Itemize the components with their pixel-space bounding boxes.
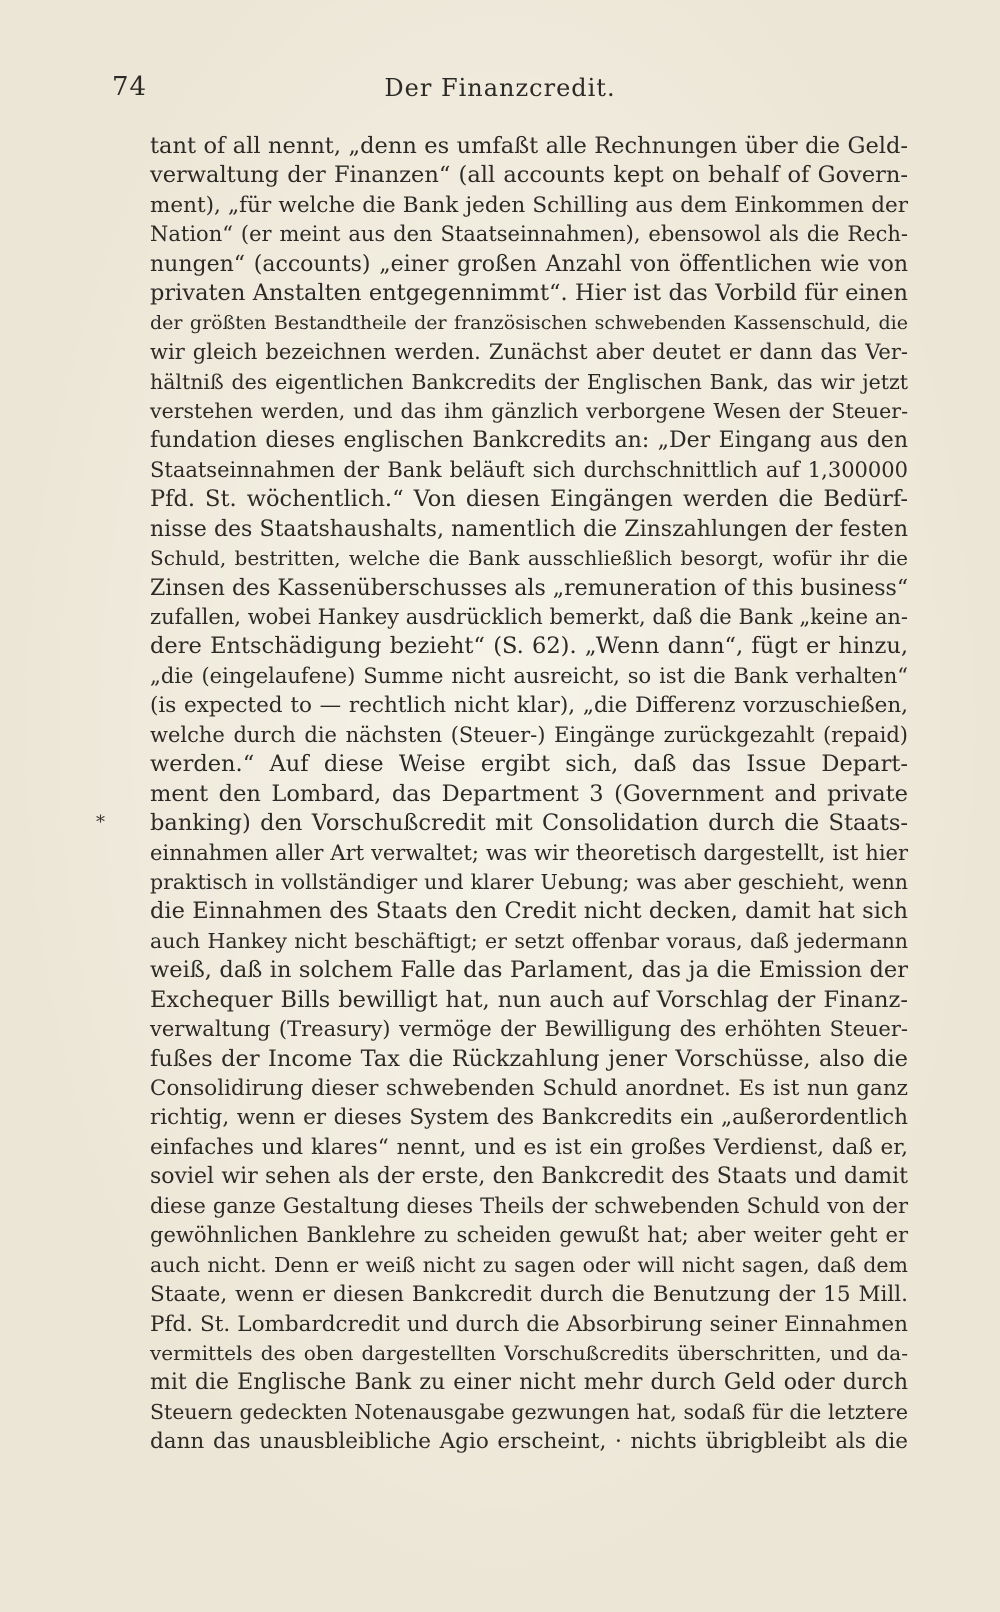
page-number: 74 <box>112 72 148 102</box>
text-line: dann das unausbleibliche Agio erscheint, · nichts übrigbleibt als die <box>150 1429 908 1455</box>
text-line: einnahmen aller Art verwaltet; was wir theoretisch dargestellt, ist hier <box>150 840 908 865</box>
text-line: hältniß des eigentlichen Bankcredits der Englischen Bank, das wir jetzt <box>150 369 908 394</box>
text-line: tant of all nennt, „denn es umfaßt alle Rechnungen über die Geld- <box>150 133 908 159</box>
text-line: nisse des Staatshaushalts, namentlich die Zinszahlungen der festen <box>150 516 908 542</box>
body-text <box>150 132 908 1457</box>
text-line: mit die Englische Bank zu einer nicht mehr durch Geld oder durch <box>150 1370 908 1396</box>
text-line: einfaches und klares“ nennt, und es ist ein großes Verdienst, daß er, <box>150 1134 908 1160</box>
text-line: gewöhnlichen Banklehre zu scheiden gewußt hat; aber weiter geht er <box>150 1223 908 1248</box>
text-line: verwaltung der Finanzen“ (all accounts kept on behalf of Govern- <box>150 162 908 189</box>
text-line: wir gleich bezeichnen werden. Zunächst aber deutet er dann das Ver- <box>150 340 908 365</box>
text-line: auch Hankey nicht beschäftigt; er setzt offenbar voraus, daß jedermann <box>150 928 908 953</box>
text-line: welche durch die nächsten (Steuer-) Eingänge zurückgezahlt (repaid) <box>150 722 908 747</box>
text-line: zufallen, wobei Hankey ausdrücklich bemerkt, daß die Bank „keine an- <box>150 605 908 629</box>
text-line: Pfd. St. Lombardcredit und durch die Absorbirung seiner Einnahmen <box>150 1311 908 1337</box>
text-line: der größten Bestandtheile der französischen schwebenden Kassenschuld, die <box>150 311 908 334</box>
text-line: verwaltung (Treasury) vermöge der Bewilligung des erhöhten Steuer- <box>150 1017 908 1042</box>
text-line: verstehen werden, und das ihm gänzlich verborgene Wesen der Steuer- <box>150 398 908 423</box>
text-line: dere Entschädigung bezieht“ (S. 62). „Wenn dann“, fügt er hinzu, <box>150 633 908 660</box>
text-line: die Einnahmen des Staats den Credit nicht decken, damit hat sich <box>150 898 908 925</box>
text-line: Pfd. St. wöchentlich.“ Von diesen Eingängen werden die Bedürf- <box>150 486 908 513</box>
text-line: ment den Lombard, das Department 3 (Government and private <box>150 780 908 807</box>
text-line: Steuern gedeckten Notenausgabe gezwungen hat, sodaß für die letztere <box>150 1399 908 1424</box>
text-line: Exchequer Bills bewilligt hat, nun auch auf Vorschlag der Finanz- <box>150 986 908 1013</box>
text-line: vermittels des oben dargestellten Vorschußcredits überschritten, und da- <box>150 1340 908 1365</box>
text-line: Staate, wenn er diesen Bankcredit durch die Benutzung der 15 Mill. <box>150 1282 908 1308</box>
text-line: ment), „für welche die Bank jeden Schilling aus dem Einkommen der <box>150 192 908 218</box>
text-line: Schuld, bestritten, welche die Bank ausschließlich besorgt, wofür ihr die <box>150 546 908 571</box>
margin-mark: * <box>96 812 105 833</box>
page-header <box>112 72 888 112</box>
text-line: diese ganze Gestaltung dieses Theils der schwebenden Schuld von der <box>150 1193 908 1218</box>
text-line: praktisch in vollständiger und klarer Uebung; was aber geschieht, wenn <box>150 869 908 894</box>
text-line: (is expected to — rechtlich nicht klar), „die Differenz vorzuschießen, <box>150 693 908 719</box>
text-line: Nation“ (er meint aus den Staatseinnahmen), ebensowol als die Rech- <box>150 222 908 247</box>
running-title: Der Finanzcredit. <box>384 74 616 102</box>
text-line: Staatseinnahmen der Bank beläuft sich durchschnittlich auf 1,300000 <box>150 457 908 482</box>
text-line: Consolidirung dieser schwebenden Schuld anordnet. Es ist nun ganz <box>150 1076 908 1101</box>
text-line: Zinsen des Kassenüberschusses als „remuneration of this business“ <box>150 575 909 601</box>
text-line: „die (eingelaufene) Summe nicht ausreicht, so ist die Bank verhalten“ <box>150 663 908 688</box>
text-line: richtig, wenn er dieses System des Bankcredits ein „außerordentlich <box>150 1105 908 1131</box>
text-line: privaten Anstalten entgegennimmt“. Hier ist das Vorbild für einen <box>150 280 908 307</box>
text-line: nungen“ (accounts) „einer großen Anzahl von öffentlichen wie von <box>150 251 908 277</box>
text-line: soviel wir sehen als der erste, den Bankcredit des Staats und damit <box>150 1164 908 1190</box>
text-line: banking) den Vorschußcredit mit Consolidation durch die Staats- <box>150 810 908 837</box>
text-line: werden.“ Auf diese Weise ergibt sich, daß das Issue Depart- <box>150 751 908 778</box>
text-line: fundation dieses englischen Bankcredits an: „Der Eingang aus den <box>150 428 908 454</box>
text-line: auch nicht. Denn er weiß nicht zu sagen oder will nicht sagen, daß dem <box>150 1252 908 1277</box>
text-line: weiß, daß in solchem Falle das Parlament, das ja die Emission der <box>150 957 908 984</box>
text-line: fußes der Income Tax die Rückzahlung jener Vorschüsse, also die <box>150 1045 908 1072</box>
